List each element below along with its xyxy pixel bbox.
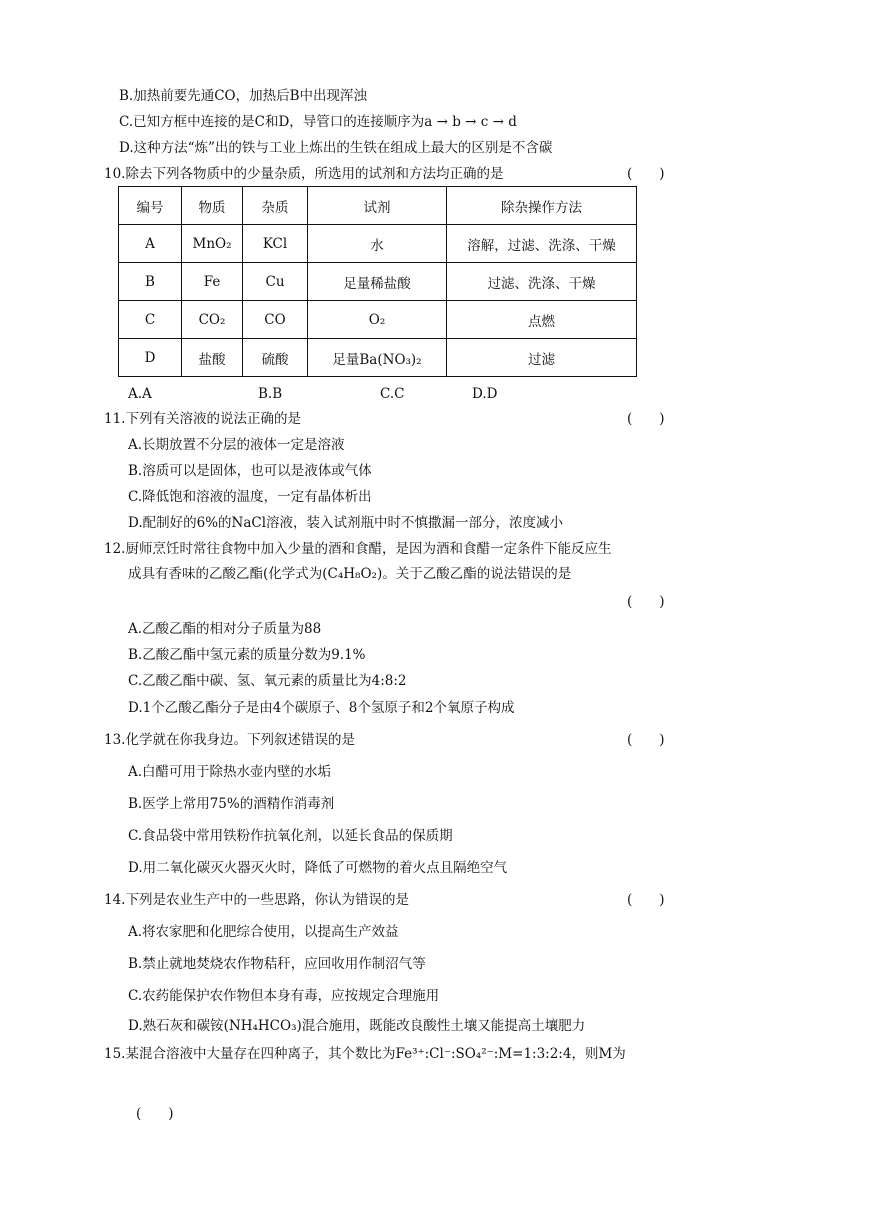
table-cell: C — [119, 301, 182, 339]
table-cell: D — [119, 339, 182, 377]
table-cell: 过滤、洗涤、干燥 — [447, 263, 637, 301]
q13-option-c: C.食品袋中常用铁粉作抗氧化剂，以延长食品的保质期 — [128, 828, 453, 844]
q13-option-b: B.医学上常用75%的酒精作消毒剂 — [128, 796, 335, 812]
q11-answer-paren: ( ) — [627, 411, 665, 427]
q12-answer-paren: ( ) — [627, 594, 665, 610]
q14-option-b: B.禁止就地焚烧农作物秸秆，应回收用作制沼气等 — [128, 956, 426, 972]
table-row — [119, 263, 637, 301]
q10-option-a: A.A — [128, 386, 152, 402]
q11-option-b: B.溶质可以是固体，也可以是液体或气体 — [128, 463, 372, 479]
q10-option-c: C.C — [380, 386, 405, 402]
q10-stem: 10.除去下列各物质中的少量杂质，所选用的试剂和方法均正确的是 — [104, 166, 504, 182]
q13-option-d: D.用二氧化碳灭火器灭火时，降低了可燃物的着火点且隔绝空气 — [128, 860, 508, 876]
table-cell: Cu — [243, 263, 308, 301]
q11-option-c: C.降低饱和溶液的温度，一定有晶体析出 — [128, 489, 372, 505]
table-header-cell: 编号 — [119, 187, 182, 225]
q9-option-d: D.这种方法“炼”出的铁与工业上炼出的生铁在组成上最大的区别是不含碳 — [119, 140, 553, 156]
q13-answer-paren: ( ) — [627, 732, 665, 748]
q10-option-b: B.B — [258, 386, 283, 402]
q12-stem-line1: 12.厨师烹饪时常往食物中加入少量的酒和食醋，是因为酒和食醋一定条件下能反应生 — [104, 541, 612, 557]
q14-stem: 14.下列是农业生产中的一些思路，你认为错误的是 — [104, 892, 409, 908]
q10-answer-paren: ( ) — [627, 166, 665, 182]
table-cell: B — [119, 263, 182, 301]
q9-option-c: C.已知方框中连接的是C和D，导管口的连接顺序为a → b → c → d — [119, 114, 517, 130]
table-row — [119, 339, 637, 377]
table-row — [119, 301, 637, 339]
table-cell: A — [119, 225, 182, 263]
table-row — [119, 225, 637, 263]
q14-option-d: D.熟石灰和碳铵(NH₄HCO₃)混合施用，既能改良酸性土壤又能提高土壤肥力 — [128, 1018, 586, 1034]
q11-option-d: D.配制好的6%的NaCl溶液，装入试剂瓶中时不慎撒漏一部分，浓度减小 — [128, 515, 564, 531]
table-cell: 溶解，过滤、洗涤、干燥 — [447, 225, 637, 263]
q14-option-c: C.农药能保护农作物但本身有毒，应按规定合理施用 — [128, 988, 440, 1004]
q12-option-d: D.1个乙酸乙酯分子是由4个碳原子、8个氢原子和2个氧原子构成 — [128, 700, 515, 716]
table-cell: 盐酸 — [182, 339, 243, 377]
table-header-row — [119, 187, 637, 225]
q11-stem: 11.下列有关溶液的说法正确的是 — [104, 411, 301, 427]
table-cell: 过滤 — [447, 339, 637, 377]
q12-option-b: B.乙酸乙酯中氢元素的质量分数为9.1% — [128, 647, 366, 663]
table-header-cell: 物质 — [182, 187, 243, 225]
table-cell: 水 — [308, 225, 447, 263]
table-header-cell: 除杂操作方法 — [447, 187, 637, 225]
q10-table — [118, 186, 637, 377]
q14-answer-paren: ( ) — [627, 892, 665, 908]
q15-answer-paren: ( ) — [136, 1106, 174, 1122]
table-cell: 足量稀盐酸 — [308, 263, 447, 301]
q10-option-d: D.D — [472, 386, 498, 402]
q12-stem-line2: 成具有香味的乙酸乙酯(化学式为(C₄H₈O₂)。关于乙酸乙酯的说法错误的是 — [128, 566, 572, 582]
table-cell: KCl — [243, 225, 308, 263]
table-cell: 足量Ba(NO₃)₂ — [308, 339, 447, 377]
table-cell: Fe — [182, 263, 243, 301]
q12-option-c: C.乙酸乙酯中碳、氢、氧元素的质量比为4:8:2 — [128, 673, 407, 689]
q14-option-a: A.将农家肥和化肥综合使用，以提高生产效益 — [128, 924, 399, 940]
table-cell: 硫酸 — [243, 339, 308, 377]
q15-stem: 15.某混合溶液中大量存在四种离子，其个数比为Fe³⁺:Cl⁻:SO₄²⁻:M=1:3:2:4，则M为 — [104, 1046, 626, 1062]
table-cell: 点燃 — [447, 301, 637, 339]
q13-stem: 13.化学就在你我身边。下列叙述错误的是 — [104, 732, 355, 748]
table-header-cell: 试剂 — [308, 187, 447, 225]
table-cell: CO — [243, 301, 308, 339]
q12-option-a: A.乙酸乙酯的相对分子质量为88 — [128, 621, 322, 637]
table-cell: MnO₂ — [182, 225, 243, 263]
q13-option-a: A.白醋可用于除热水壶内壁的水垢 — [128, 764, 332, 780]
q9-option-b: B.加热前要先通CO，加热后B中出现浑浊 — [119, 88, 368, 104]
table-header-cell: 杂质 — [243, 187, 308, 225]
table-cell: O₂ — [308, 301, 447, 339]
q11-option-a: A.长期放置不分层的液体一定是溶液 — [128, 437, 345, 453]
table-cell: CO₂ — [182, 301, 243, 339]
